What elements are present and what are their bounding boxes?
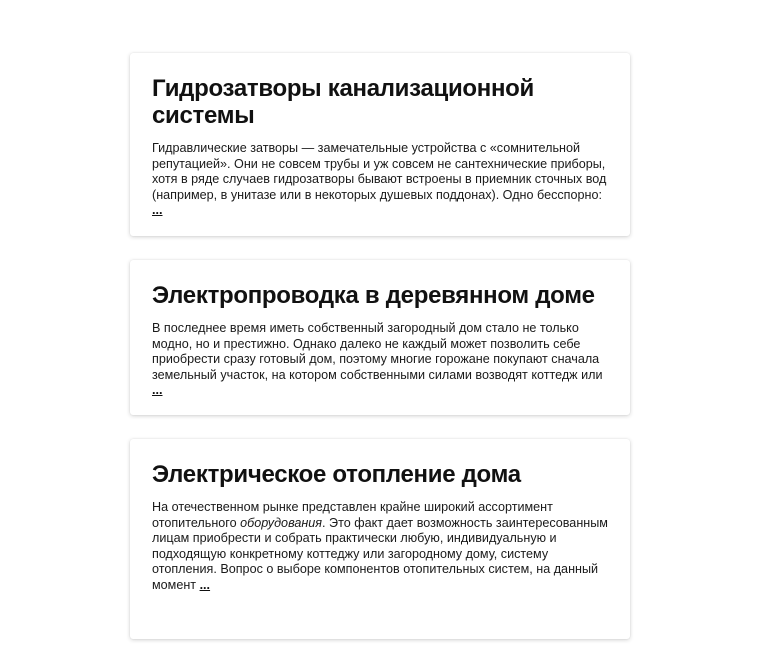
article-excerpt-text: . Это факт дает возможность заинтересованным лицам приобрести и собрать практически любую, индивидуальную и подходящую конкретному коттеджу или загородному дому, систему отопления. Вопрос о выборе компонентов отопительных систем, на данный момент [152, 515, 608, 592]
article-excerpt-text: Гидравлические затворы — замечательные устройства с «сомнительной репутацией». Они не совсем трубы и уж совсем не сантехнические приборы, хотя в ряде случаев гидрозатворы бывают встроены в приемник сточных вод (например, в унитазе или в некоторых душевых поддонах). Одно бесспорно: [152, 141, 607, 202]
article-excerpt-text: В последнее время иметь собственный загородный дом стало не только модно, но и престижно. Однако далеко не каждый может позволить себе приобрести сразу готовый дом, поэтому многие горожане покупают сначала земельный участок, на котором собственными силами возводят коттедж или [152, 321, 603, 382]
article-title [152, 282, 608, 309]
read-more-link[interactable]: ... [152, 383, 163, 397]
article-title-link[interactable]: Гидрозатворы канализационной системы [152, 75, 534, 129]
article-card [130, 53, 630, 236]
article-card [130, 439, 630, 639]
article-title [152, 461, 608, 488]
read-more-link[interactable]: ... [199, 577, 211, 592]
article-feed [130, 53, 630, 663]
article-excerpt [152, 141, 608, 219]
article-excerpt-text: На отечественном рынке представлен крайне широкий ассортимент отопительного [152, 500, 553, 530]
article-title [152, 75, 608, 129]
article-excerpt [152, 321, 608, 399]
article-excerpt-emphasis: оборудования [240, 515, 323, 530]
article-title-link[interactable]: Электропроводка в деревянном доме [152, 282, 595, 309]
article-title-link[interactable]: Электрическое отопление дома [152, 461, 521, 488]
article-excerpt [152, 500, 608, 593]
read-more-link[interactable]: ... [152, 203, 163, 217]
article-card [130, 260, 630, 415]
